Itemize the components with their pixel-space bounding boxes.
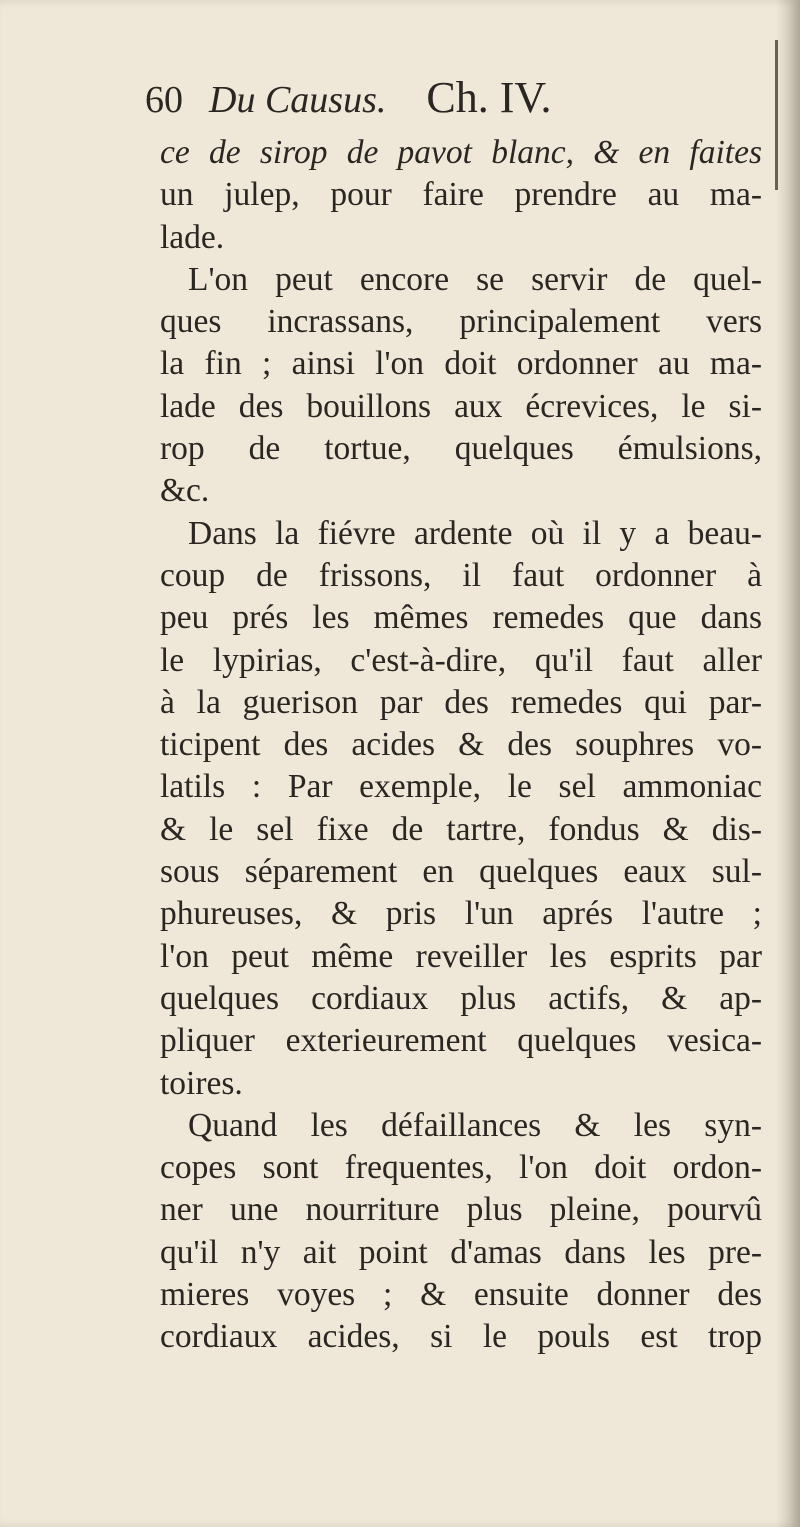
text-line: peu prés les mêmes remedes que dans (160, 599, 762, 637)
text-line: la fin ; ainsi l'on doit ordonner au ma- (160, 345, 762, 383)
text-line: un julep, pour faire prendre au ma- (160, 176, 762, 214)
text-line: le lypirias, c'est-à-dire, qu'il faut aller (160, 641, 762, 679)
text-line: sous séparement en quelques eaux sul- (160, 853, 762, 891)
text-line: Dans la fiévre ardente où il y a beau- (188, 514, 762, 552)
text-line: rop de tortue, quelques émulsions, (160, 430, 762, 468)
text-line: phureuses, & pris l'un aprés l'autre ; (160, 895, 762, 933)
text-line: &c. (160, 472, 210, 510)
text-line: ticipent des acides & des souphres vo- (160, 726, 762, 764)
text-line: l'on peut même reveiller les esprits par (160, 937, 762, 975)
text-line: L'on peut encore se servir de quel- (188, 260, 762, 298)
text-line: lade des bouillons aux écrevices, le si- (160, 387, 762, 425)
text-line: & le sel fixe de tartre, fondus & dis- (160, 810, 762, 848)
binding-mark (775, 40, 778, 190)
page-edge-shadow (776, 0, 800, 1527)
text-line: à la guerison par des remedes qui par- (160, 683, 762, 721)
text-line: Quand les défaillances & les syn- (188, 1106, 762, 1144)
page-header (145, 72, 665, 132)
text-line: latils : Par exemple, le sel ammoniac (160, 768, 762, 806)
text-line: ques incrassans, principalement vers (160, 303, 762, 341)
text-line: quelques cordiaux plus actifs, & ap- (160, 979, 762, 1017)
text-line: copes sont frequentes, l'on doit ordon- (160, 1149, 762, 1187)
text-line: qu'il n'y ait point d'amas dans les pre- (160, 1233, 762, 1271)
text-line: mieres voyes ; & ensuite donner des (160, 1276, 762, 1314)
running-title: Du Causus. (209, 79, 387, 121)
text-line: cordiaux acides, si le pouls est trop (160, 1318, 762, 1356)
text-line: lade. (160, 218, 225, 256)
page-number: 60 (145, 79, 183, 121)
body-text (160, 132, 762, 1359)
text-line: ce de sirop de pavot blanc, & en faites (160, 134, 762, 171)
text-line: pliquer exterieurement quelques vesica- (160, 1022, 762, 1060)
text-line: ner une nourriture plus pleine, pourvû (160, 1191, 762, 1229)
text-line: toires. (160, 1064, 243, 1102)
text-line: coup de frissons, il faut ordonner à (160, 556, 762, 594)
chapter-label: Ch. IV. (426, 73, 552, 122)
